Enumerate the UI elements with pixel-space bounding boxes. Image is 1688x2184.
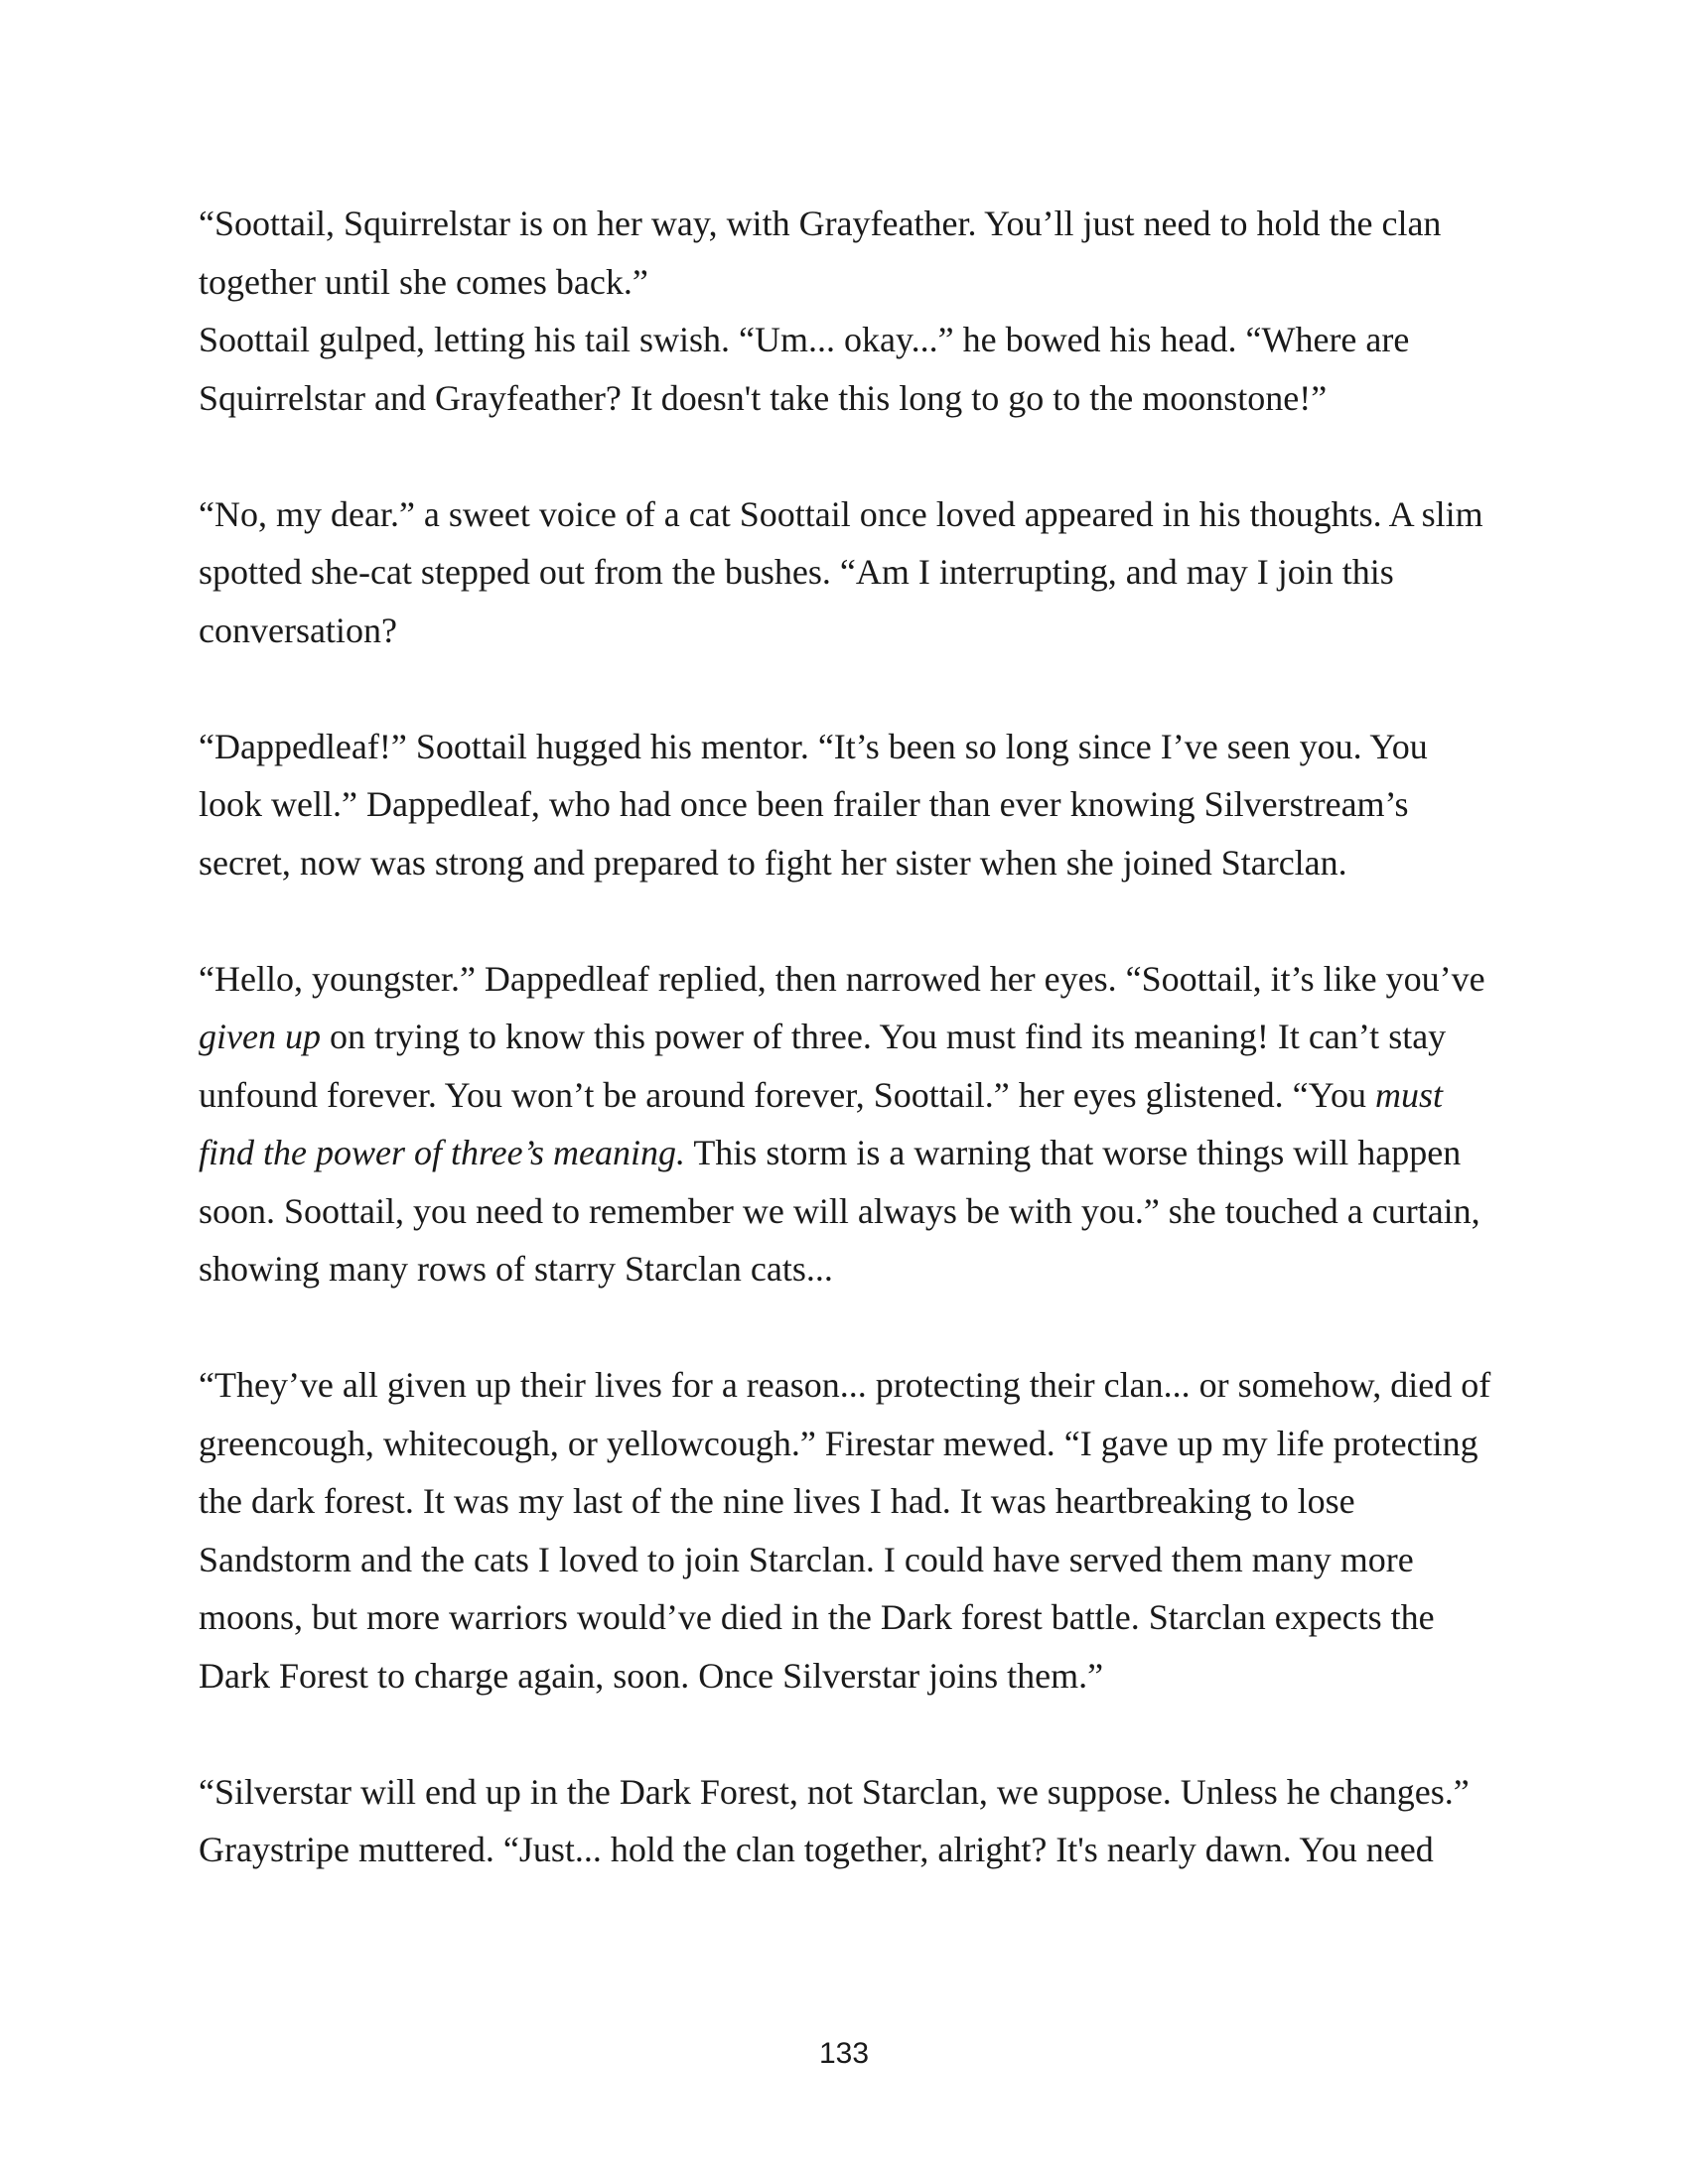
- paragraph-2: “No, my dear.” a sweet voice of a cat Soottail once loved appeared in his thoughts. A slim spotted she-cat stepped out from the bushes. “Am I interrupting, and may I join this conversation?: [199, 493, 1483, 650]
- paragraph-3: “Dappedleaf!” Soottail hugged his mentor. “It’s been so long since I’ve seen you. You look well.” Dappedleaf, who had once been frailer than ever knowing Silverstream’s secret, now was strong and prepared to fight her sister when she joined Starclan.: [199, 726, 1428, 883]
- page-number: 133: [818, 2037, 870, 2070]
- paragraph-4-italic-2: must find the power of three’s meaning.: [199, 1074, 1444, 1172]
- paragraph-gap: [199, 427, 1499, 485]
- paragraph-gap: [199, 891, 1499, 950]
- paragraph-gap: [199, 1298, 1499, 1357]
- paragraph-5: “They’ve all given up their lives for a reason... protecting their clan... or somehow, died of greencough, whitecough, or yellowcough.” Firestar mewed. “I gave up my life protecting the dark forest. It was my last of the nine lives I had. It was heartbreaking to lose Sandstorm and the cats I loved to join Starclan. I could have served them many more moons, but more warriors would’ve died in the Dark forest battle. Starclan expects the Dark Forest to charge again, soon. Once Silverstar joins them.”: [199, 1365, 1491, 1696]
- paragraph-1a: “Soottail, Squirrelstar is on her way, with Grayfeather. You’ll just need to hold the clan together until she comes back.”: [199, 204, 1442, 302]
- paragraph-1b: Soottail gulped, letting his tail swish. “Um... okay...” he bowed his head. “Where are Squirrelstar and Grayfeather? It doesn't take this long to go to the moonstone!”: [199, 320, 1410, 418]
- paragraph-6: “Silverstar will end up in the Dark Forest, not Starclan, we suppose. Unless he changes.” Graystripe muttered. “Just... hold the clan together, alright? It's nearly dawn. You need: [199, 1771, 1470, 1869]
- paragraph-gap: [199, 659, 1499, 718]
- body-text: [199, 195, 1499, 1879]
- paragraph-4-text-2: on trying to know this power of three. You must find its meaning! It can’t stay unfound forever. You won’t be around forever, Soottail.” her eyes glistened. “You: [199, 1017, 1447, 1115]
- paragraph-4-text-1: “Hello, youngster.” Dappedleaf replied, then narrowed her eyes. “Soottail, it’s like you’ve: [199, 958, 1485, 999]
- paragraph-gap: [199, 1705, 1499, 1763]
- paragraph-4-text-3: This storm is a warning that worse things will happen soon. Soottail, you need to remember we will always be with you.” she touched a curtain, showing many rows of starry Starclan cats...: [199, 1133, 1480, 1289]
- paragraph-4-italic-1: given up: [199, 1017, 321, 1056]
- paragraph-4: [199, 950, 1499, 1298]
